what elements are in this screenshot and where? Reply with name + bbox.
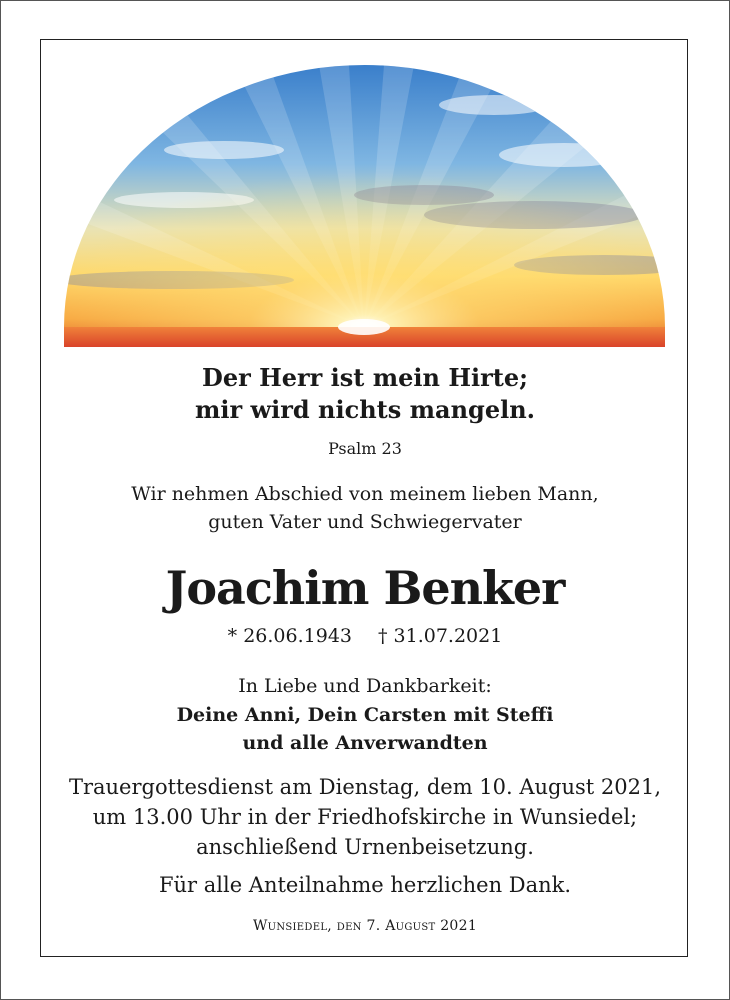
mourners-names [40, 701, 690, 757]
psalm-line: mir wird nichts mangeln. [194, 395, 536, 424]
death-date: † 31.07.2021 [378, 625, 503, 647]
service-line: anschließend Urnenbeisetzung. [196, 835, 534, 859]
psalm-line: Der Herr ist mein Hirte; [202, 363, 528, 392]
service-line: um 13.00 Uhr in der Friedhofskirche in Wunsiedel; [92, 805, 638, 829]
life-dates [40, 624, 690, 648]
mourners-intro: In Liebe und Dankbarkeit: [238, 675, 492, 697]
intro-line: Wir nehmen Abschied von meinem lieben Mann, [131, 483, 599, 505]
psalm-quote [40, 362, 690, 426]
mourners-line: Deine Anni, Dein Carsten mit Steffi [176, 704, 554, 726]
sunrise-graphic [64, 65, 665, 347]
place-and-date: Wunsiedel, den 7. August 2021 [252, 918, 478, 934]
deceased-name: Joachim Benker [165, 561, 565, 615]
service-details [40, 772, 690, 862]
thanks-line: Für alle Anteilnahme herzlichen Dank. [158, 873, 572, 897]
psalm-reference: Psalm 23 [328, 439, 402, 458]
service-line: Trauergottesdienst am Dienstag, dem 10. August 2021, [68, 775, 662, 799]
sunrise-image [64, 65, 665, 347]
birth-date: * 26.06.1943 [227, 625, 352, 647]
intro-line: guten Vater und Schwiegervater [208, 511, 522, 533]
farewell-intro [40, 480, 690, 536]
mourners-line: und alle Anverwandten [242, 732, 488, 754]
